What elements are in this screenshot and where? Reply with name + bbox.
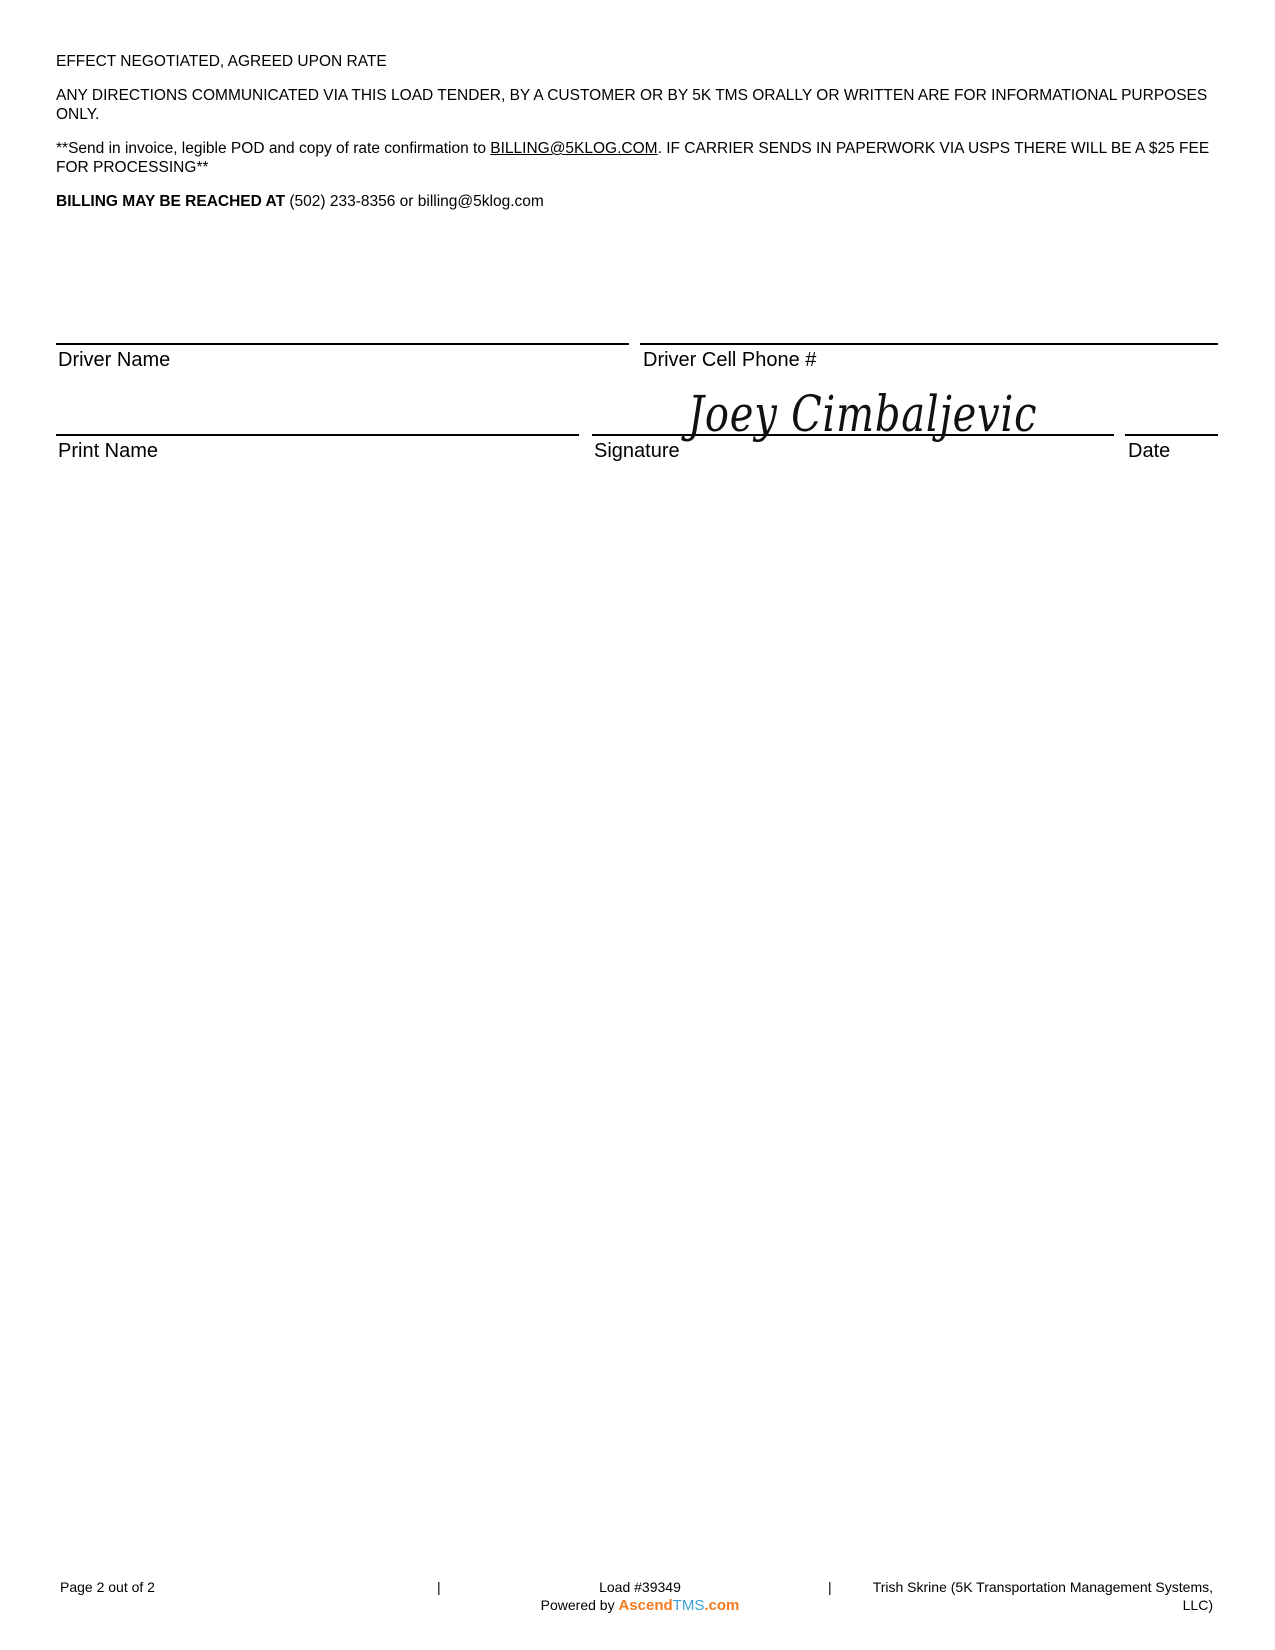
billing-contact-details: (502) 233-8356 or billing@5klog.com <box>285 193 544 210</box>
page-number: Page 2 out of 2 <box>60 1579 155 1595</box>
driver-cell-label: Driver Cell Phone # <box>643 349 817 371</box>
billing-email-link[interactable]: BILLING@5KLOG.COM <box>490 140 658 157</box>
invoice-instructions <box>56 139 1220 177</box>
footer-center <box>500 1578 780 1615</box>
powered-by <box>500 1596 780 1615</box>
print-name-label: Print Name <box>58 440 159 462</box>
brand-com: .com <box>704 1597 740 1614</box>
date-line <box>1125 434 1218 436</box>
footer-separator-right: | <box>828 1579 832 1595</box>
driver-name-label: Driver Name <box>58 349 171 371</box>
handwritten-signature: Joey Cimbaljevic <box>688 385 1038 443</box>
billing-contact <box>56 192 1220 211</box>
load-number: Load #39349 <box>599 1579 681 1595</box>
date-label: Date <box>1128 440 1171 462</box>
footer-separator-left: | <box>437 1579 441 1595</box>
powered-by-label: Powered by <box>540 1597 619 1613</box>
print-name-line <box>56 434 579 436</box>
signature-label: Signature <box>594 440 680 462</box>
prepared-by: Trish Skrine (5K Transportation Management Systems, LLC) <box>872 1579 1213 1613</box>
brand-ascend: Ascend <box>618 1597 673 1614</box>
invoice-instructions-suffix: . IF CARRIER SENDS IN PAPERWORK VIA USPS THERE WILL BE A $25 FEE FOR PROCESSING** <box>56 140 1210 176</box>
driver-cell-line <box>640 343 1218 345</box>
invoice-instructions-prefix: **Send in invoice, legible POD and copy of rate confirmation to <box>56 140 491 157</box>
directions-notice: ANY DIRECTIONS COMMUNICATED VIA THIS LOAD TENDER, BY A CUSTOMER OR BY 5K TMS ORALLY OR WRITTEN ARE FOR INFORMATIONAL PURPOSES ONLY. <box>56 87 1208 123</box>
billing-contact-label: BILLING MAY BE REACHED AT <box>56 193 286 210</box>
brand-tms: TMS <box>672 1597 705 1614</box>
driver-name-line <box>56 343 629 345</box>
rate-terms-line: EFFECT NEGOTIATED, AGREED UPON RATE <box>56 53 387 70</box>
